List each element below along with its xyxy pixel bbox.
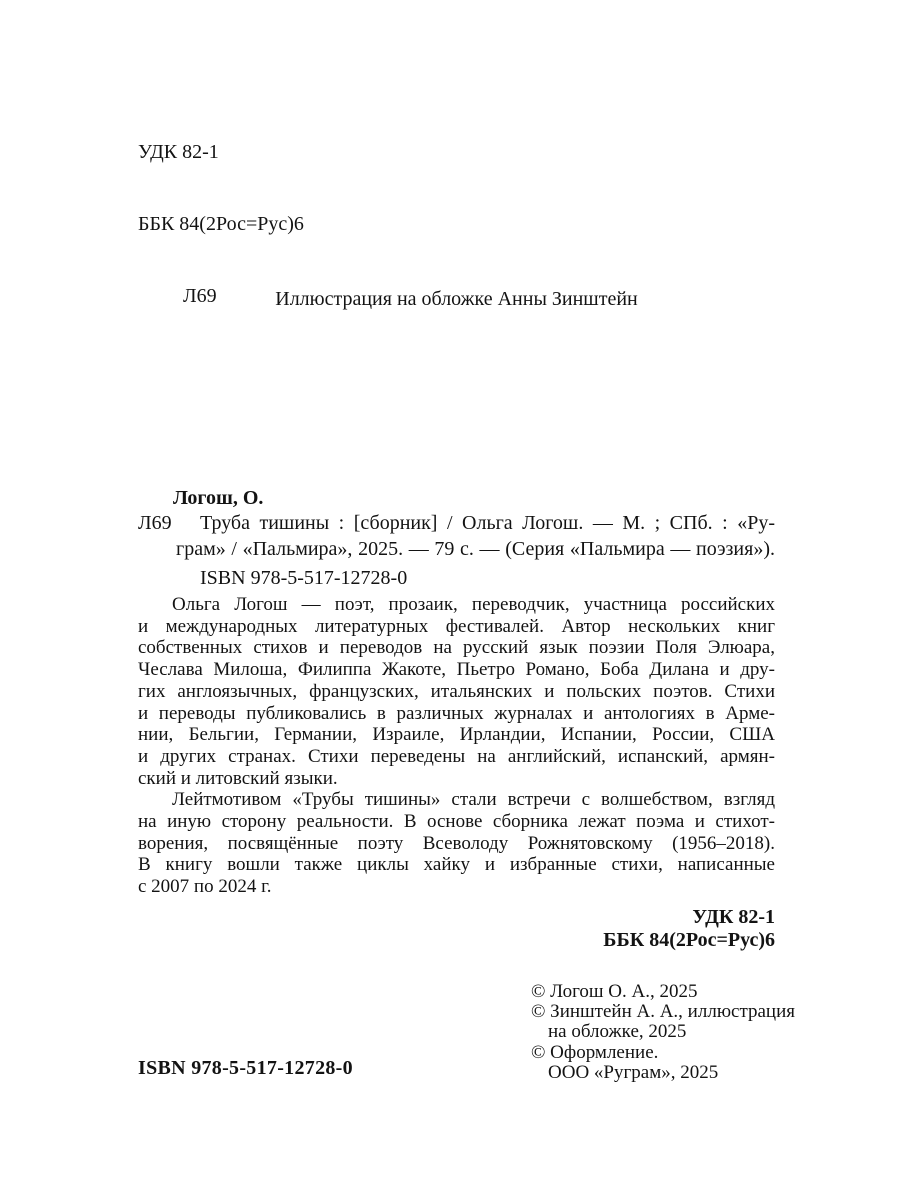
annotation-line: нии, Бельгии, Германии, Израиле, Ирландии, Испании, России, США bbox=[138, 724, 775, 746]
catalog-card-author: Логош, О. bbox=[173, 487, 264, 509]
annotation-line: Чеслава Милоша, Филиппа Жакоте, Пьетро Романо, Боба Дилана и дру- bbox=[138, 659, 775, 681]
catalog-card bbox=[138, 486, 775, 591]
copyright-line: © Логош О. А., 2025 bbox=[531, 981, 698, 1002]
catalog-entry-line: грам» / «Пальмира», 2025. — 79 с. — (Серия «Пальмира — поэзия»). bbox=[176, 538, 775, 560]
annotation-line: с 2007 по 2024 г. bbox=[138, 876, 272, 898]
annotation-line: В книгу вошли также циклы хайку и избранные стихи, написанные bbox=[138, 854, 775, 876]
catalog-card-isbn: ISBN 978-5-517-12728-0 bbox=[200, 567, 408, 589]
annotation-line: и международных литературных фестивалей. Автор нескольких книг bbox=[138, 615, 775, 637]
catalog-card-author-code: Л69 bbox=[138, 512, 172, 534]
catalog-entry-line: Труба тишины : [сборник] / Ольга Логош. — М. ; СПб. : «Ру- bbox=[200, 512, 775, 534]
copyright-line: © Оформление. bbox=[531, 1041, 659, 1063]
annotation-line: и переводы публиковались в различных журналах и антологиях в Арме- bbox=[138, 702, 775, 724]
annotation-block bbox=[138, 594, 775, 898]
cover-illustration-credit: Иллюстрация на обложке Анны Зинштейн bbox=[275, 288, 638, 310]
udk-code-top: УДК 82-1 bbox=[138, 141, 219, 163]
annotation-line: и других странах. Стихи переведены на английский, испанский, армян- bbox=[138, 745, 775, 767]
annotation-line: гих англоязычных, французских, итальянских и польских поэтов. Стихи bbox=[138, 680, 775, 702]
copyright-line: © Зинштейн А. А., иллюстрация bbox=[531, 1001, 795, 1023]
udk-code-bottom: УДК 82-1 bbox=[692, 906, 775, 928]
author-code-top: Л69 bbox=[183, 285, 217, 307]
isbn-bottom: ISBN 978-5-517-12728-0 bbox=[138, 1057, 353, 1079]
annotation-line: Ольга Логош — поэт, прозаик, переводчик, участница российских bbox=[172, 594, 775, 615]
annotation-line: на иную сторону реальности. В основе сборника лежат поэма и стихот- bbox=[138, 811, 775, 833]
bbk-code-bottom: ББК 84(2Рос=Рус)6 bbox=[603, 928, 775, 951]
bbk-code-top: ББК 84(2Рос=Рус)6 bbox=[138, 213, 304, 235]
catalog-card-entry bbox=[138, 510, 775, 562]
annotation-line: ский и литовский языки. bbox=[138, 767, 338, 789]
copyright-line-continuation: на обложке, 2025 bbox=[548, 1021, 687, 1043]
copyright-line-continuation: ООО «Руграм», 2025 bbox=[548, 1061, 719, 1083]
annotation-line: Лейтмотивом «Трубы тишины» стали встречи с волшебством, взгляд bbox=[172, 789, 775, 811]
copyright-block bbox=[531, 982, 795, 1083]
annotation-line: ворения, посвящённые поэту Всеволоду Рожнятовскому (1956–2018). bbox=[138, 832, 775, 854]
classification-block-top bbox=[138, 92, 304, 356]
classification-block-bottom bbox=[138, 906, 775, 951]
annotation-line: собственных стихов и переводов на русский язык поэзии Поля Элюара, bbox=[138, 637, 775, 659]
